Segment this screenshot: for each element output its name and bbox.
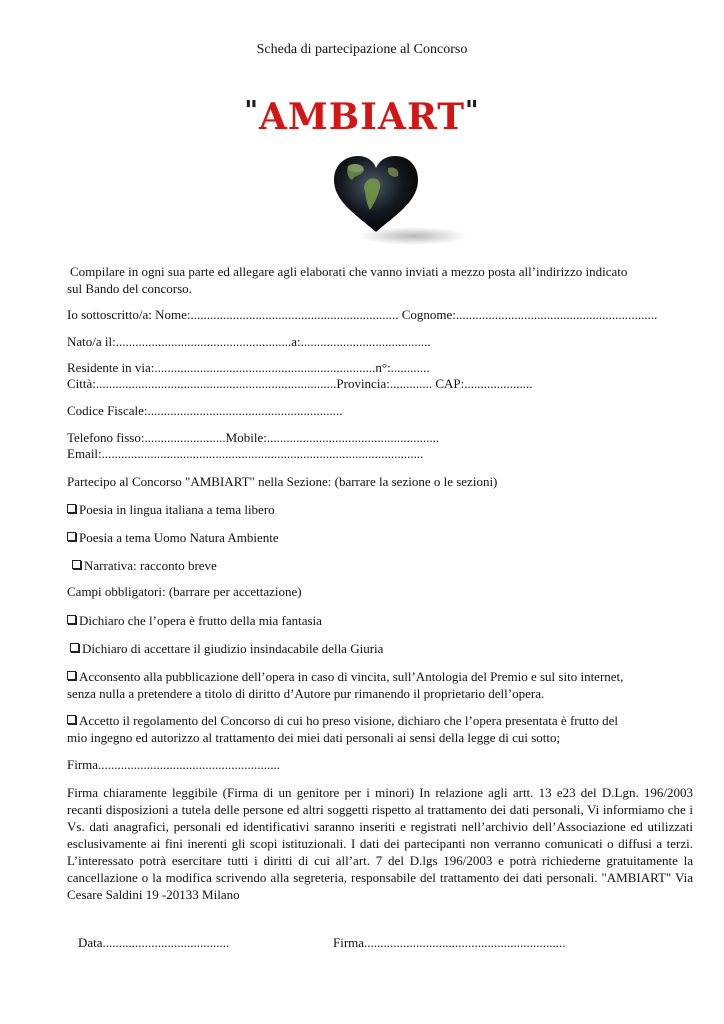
citta-field[interactable]: Città:..........................................................................Provincia:............. CAP:.....................: [67, 376, 533, 391]
nome-cognome-field[interactable]: Io sottoscritto/a: Nome:................................................................ Cognome:..............................................................: [67, 307, 658, 322]
checkbox-icon[interactable]: [67, 715, 76, 724]
sezione-option-label: Poesia a tema Uomo Natura Ambiente: [79, 530, 279, 545]
sezione-option-label: Poesia in lingua italiana a tema libero: [79, 502, 275, 517]
logo-name: AMBIART: [258, 96, 466, 138]
sezione-option-narrativa[interactable]: [72, 557, 217, 574]
checkbox-icon[interactable]: [67, 532, 76, 541]
checkbox-icon[interactable]: [70, 643, 79, 652]
campo-giuria[interactable]: [70, 640, 383, 657]
sezione-option-poesia-ambiente[interactable]: [67, 529, 279, 546]
earth-heart-image: [318, 150, 468, 250]
campo-label: Dichiaro di accettare il giudizio insindacabile della Giuria: [82, 641, 384, 656]
intro-line-1: Compilare in ogni sua parte ed allegare agli elaborati che vanno inviati a mezzo posta all’indirizzo indicato: [70, 264, 628, 279]
checkbox-icon[interactable]: [67, 671, 76, 680]
firma-field[interactable]: Firma........................................................: [67, 757, 281, 772]
campo-regolamento-line-2: mio ingegno ed autorizzo al trattamento dei miei dati personali ai sensi della legge di cui sotto;: [67, 730, 561, 745]
logo-quote-close: ": [465, 96, 480, 126]
campo-label: Accetto il regolamento del Concorso di cui ho preso visione, dichiaro che l’opera presentata è frutto del: [79, 713, 618, 728]
intro-line-2: sul Bando del concorso.: [67, 281, 192, 296]
campo-label: Acconsento alla pubblicazione dell’opera in caso di vincita, sull’Antologia del Premio e sul sito internet,: [79, 669, 624, 684]
ambiart-logo-title: [0, 96, 724, 138]
checkbox-icon[interactable]: [67, 615, 76, 624]
campi-intro: Campi obbligatori: (barrare per accettazione): [67, 584, 302, 599]
telefono-field[interactable]: Telefono fisso:.........................Mobile:.....................................................: [67, 430, 440, 445]
sezione-option-poesia-libero[interactable]: [67, 501, 275, 518]
campo-fantasia[interactable]: [67, 612, 322, 629]
checkbox-icon[interactable]: [72, 560, 81, 569]
residente-field[interactable]: Residente in via:....................................................................n°:............: [67, 360, 430, 375]
campo-label: Dichiaro che l’opera è frutto della mia fantasia: [79, 613, 322, 628]
sezione-intro: Partecipo al Concorso "AMBIART" nella Sezione: (barrare la sezione o le sezioni): [67, 474, 498, 489]
campo-regolamento[interactable]: [67, 712, 618, 729]
checkbox-icon[interactable]: [67, 504, 76, 513]
logo-quote-open: ": [244, 96, 259, 126]
nascita-field[interactable]: Nato/a il:......................................................a:........................................: [67, 334, 431, 349]
codice-fiscale-field[interactable]: Codice Fiscale:............................................................: [67, 403, 343, 418]
footer-data-field[interactable]: Data.......................................: [78, 935, 230, 950]
campo-pubblicazione-line-2: senza nulla a pretendere a titolo di diritto d’Autore pur rimanendo il proprietario dell’opera.: [67, 686, 545, 701]
email-field[interactable]: Email:...................................................................................................: [67, 446, 424, 461]
footer-firma-field[interactable]: Firma..............................................................: [333, 935, 566, 950]
campo-pubblicazione[interactable]: [67, 668, 623, 685]
sezione-option-label: Narrativa: racconto breve: [84, 558, 217, 573]
privacy-notice: Firma chiaramente leggibile (Firma di un genitore per i minori) In relazione agli artt. 13 e23 del D.Lgn. 196/2003 recanti disposizioni a tutela delle persone ed altri soggetti rispetto al trattamento dei dati personali, Vi informiamo che i Vs. dati anagrafici, personali ed identificativi saranno inseriti e registrati nell’archivio dell’Associazione ed utilizzati esclusivamente ai fini inerenti gli scopi istituzionali. I dati dei partecipanti non verranno comunicati o diffusi a terzi. L’interessato potrà esercitare tutti i diritti di cui all’art. 7 del D.lgs 196/2003 e potrà richiederne gratuitamente la cancellazione o la modifica scrivendo alla segreteria, responsabile del trattamento dei dati personali. "AMBIART" Via Cesare Saldini 19 -20133 Milano: [67, 785, 693, 902]
page-header-title: Scheda di partecipazione al Concorso: [256, 42, 468, 57]
